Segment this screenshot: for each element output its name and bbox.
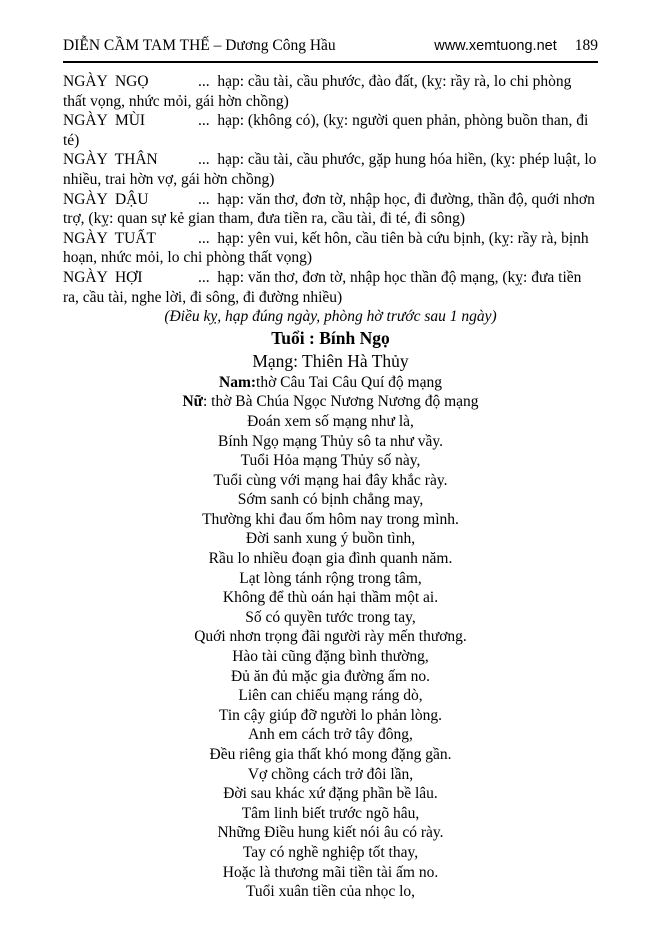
day-entry-ngo <box>63 72 598 111</box>
day-name: NGÀY NGỌ <box>63 73 149 90</box>
day-name: NGÀY DẬU <box>63 190 149 208</box>
poem-line: Bính Ngọ mạng Thủy sô ta như vầy. <box>218 432 443 450</box>
poem-line: Lạt lòng tánh rộng trong tâm, <box>239 569 422 587</box>
day-entry-than <box>63 150 601 189</box>
nam-text: thờ Câu Tai Câu Quí độ mạng <box>256 373 442 391</box>
poem-line: Đời sau khác xứ đặng phần bề lâu. <box>223 785 438 803</box>
mang-line: Mạng: Thiên Hà Thủy <box>252 350 409 371</box>
poem-line: Rầu lo nhiều đoạn gia đình quanh năm. <box>208 550 453 568</box>
poem-line: Tay có nghề nghiệp tốt thay, <box>242 843 419 861</box>
day-name: NGÀY HỢI <box>63 268 143 286</box>
day-detail: ... hạp: văn thơ, đơn tờ, nhập học, đi đường, thần độ, quới nhơn trợ, (kỵ: quan sự kẻ gian tham, đưa tiền ra, cầu tài, đi té, đi sông) <box>63 190 599 228</box>
book-title: DIỄN CẦM TAM THẾ – Dương Công Hầu <box>63 37 336 54</box>
page-header <box>63 36 598 63</box>
nu-text: : thờ Bà Chúa Ngọc Nương Nương độ mạng <box>202 393 479 411</box>
day-entry-hoi <box>63 268 598 307</box>
poem-line: Vợ chồng cách trở đôi lần, <box>247 765 414 783</box>
poem-line: Tin cậy giúp đỡ người lo phản lòng. <box>218 706 443 724</box>
day-detail: ... hạp: cầu tài, cầu phước, gặp hung hóa hiền, (kỵ: phép luật, lo nhiều, trai hờn vợ, gái hờn chồng) <box>63 151 601 188</box>
day-detail: ... hạp: văn thơ, đơn tờ, nhập học thần độ mạng, (kỵ: đưa tiền ra, cầu tài, nghe lời, đi sông, đi đường nhiều) <box>63 268 586 306</box>
poem-line: Hào tài cũng đặng bình thường, <box>232 648 429 666</box>
poem-line: Tuổi cùng với mạng hai đây khắc rày. <box>213 471 448 489</box>
poem <box>63 412 598 902</box>
poem-line: Tuổi xuân tiền của nhọc lo, <box>245 883 416 901</box>
poem-line: Đều riêng gia thất khó mong đặng gần. <box>209 746 452 763</box>
day-entry-tuat <box>63 229 598 268</box>
day-name: NGÀY TUẤT <box>63 229 156 247</box>
day-detail: ... hạp: (không có), (kỵ: người quen phản, phòng buồn than, đi té) <box>63 112 593 149</box>
header-right <box>434 36 598 56</box>
nu-line <box>63 392 598 412</box>
day-entry-dau <box>63 190 598 229</box>
day-detail: ... hạp: cầu tài, cầu phước, đào đất, (kỵ: rầy rà, lo chi phòng thất vọng, nhức mỏi, gái hờn chồng) <box>63 73 576 110</box>
poem-line: Đời sanh xung ý buồn tình, <box>245 530 416 548</box>
day-name: NGÀY THÂN <box>63 151 158 169</box>
poem-line: Anh em cách trở tây đông, <box>248 726 413 744</box>
section-title: Tuổi : Bính Ngọ <box>271 327 390 348</box>
poem-line: Quới nhơn trọng đãi người rày mến thương. <box>194 628 467 646</box>
poem-line: Liên can chiếu mạng ráng dò, <box>238 687 423 705</box>
nam-line <box>63 373 598 393</box>
poem-line: Thường khi đau ốm hôm nay trong mình. <box>202 510 459 528</box>
poem-line: Số có quyền tước trong tay, <box>245 608 416 626</box>
poem-line: Hoặc là thương mãi tiền tài ấm no. <box>222 863 439 881</box>
nam-label: Nam: <box>219 373 257 391</box>
poem-line: Sớm sanh có bịnh chẳng may, <box>237 491 424 509</box>
poem-line: Tuổi Hỏa mạng Thủy số này, <box>240 452 421 470</box>
page-number: 189 <box>574 37 598 54</box>
day-entry-mui <box>63 111 598 150</box>
poem-line: Không để thù oán hại thầm một ai. <box>222 589 439 607</box>
page-content <box>63 63 601 902</box>
nu-label: Nữ <box>182 393 203 411</box>
day-detail: ... hạp: yên vui, kết hôn, cầu tiên bà cứu bịnh, (kỵ: rầy rà, bịnh hoạn, nhức mỏi, lo chi phòng thất vọng) <box>63 229 593 267</box>
poem-line: Những Điều hung kiết nói âu có rày. <box>217 824 444 842</box>
poem-line: Đoán xem số mạng như là, <box>247 412 414 430</box>
note-line: (Điều kỵ, hạp đúng ngày, phòng hờ trước sau 1 ngày) <box>164 308 497 326</box>
day-name: NGÀY MÙI <box>63 112 146 130</box>
poem-line: Tâm linh biết trước ngõ hâu, <box>241 804 420 822</box>
website-text: www.xemtuong.net <box>434 38 557 54</box>
poem-line: Đủ ăn đủ mặc gia đường ấm no. <box>230 667 431 685</box>
